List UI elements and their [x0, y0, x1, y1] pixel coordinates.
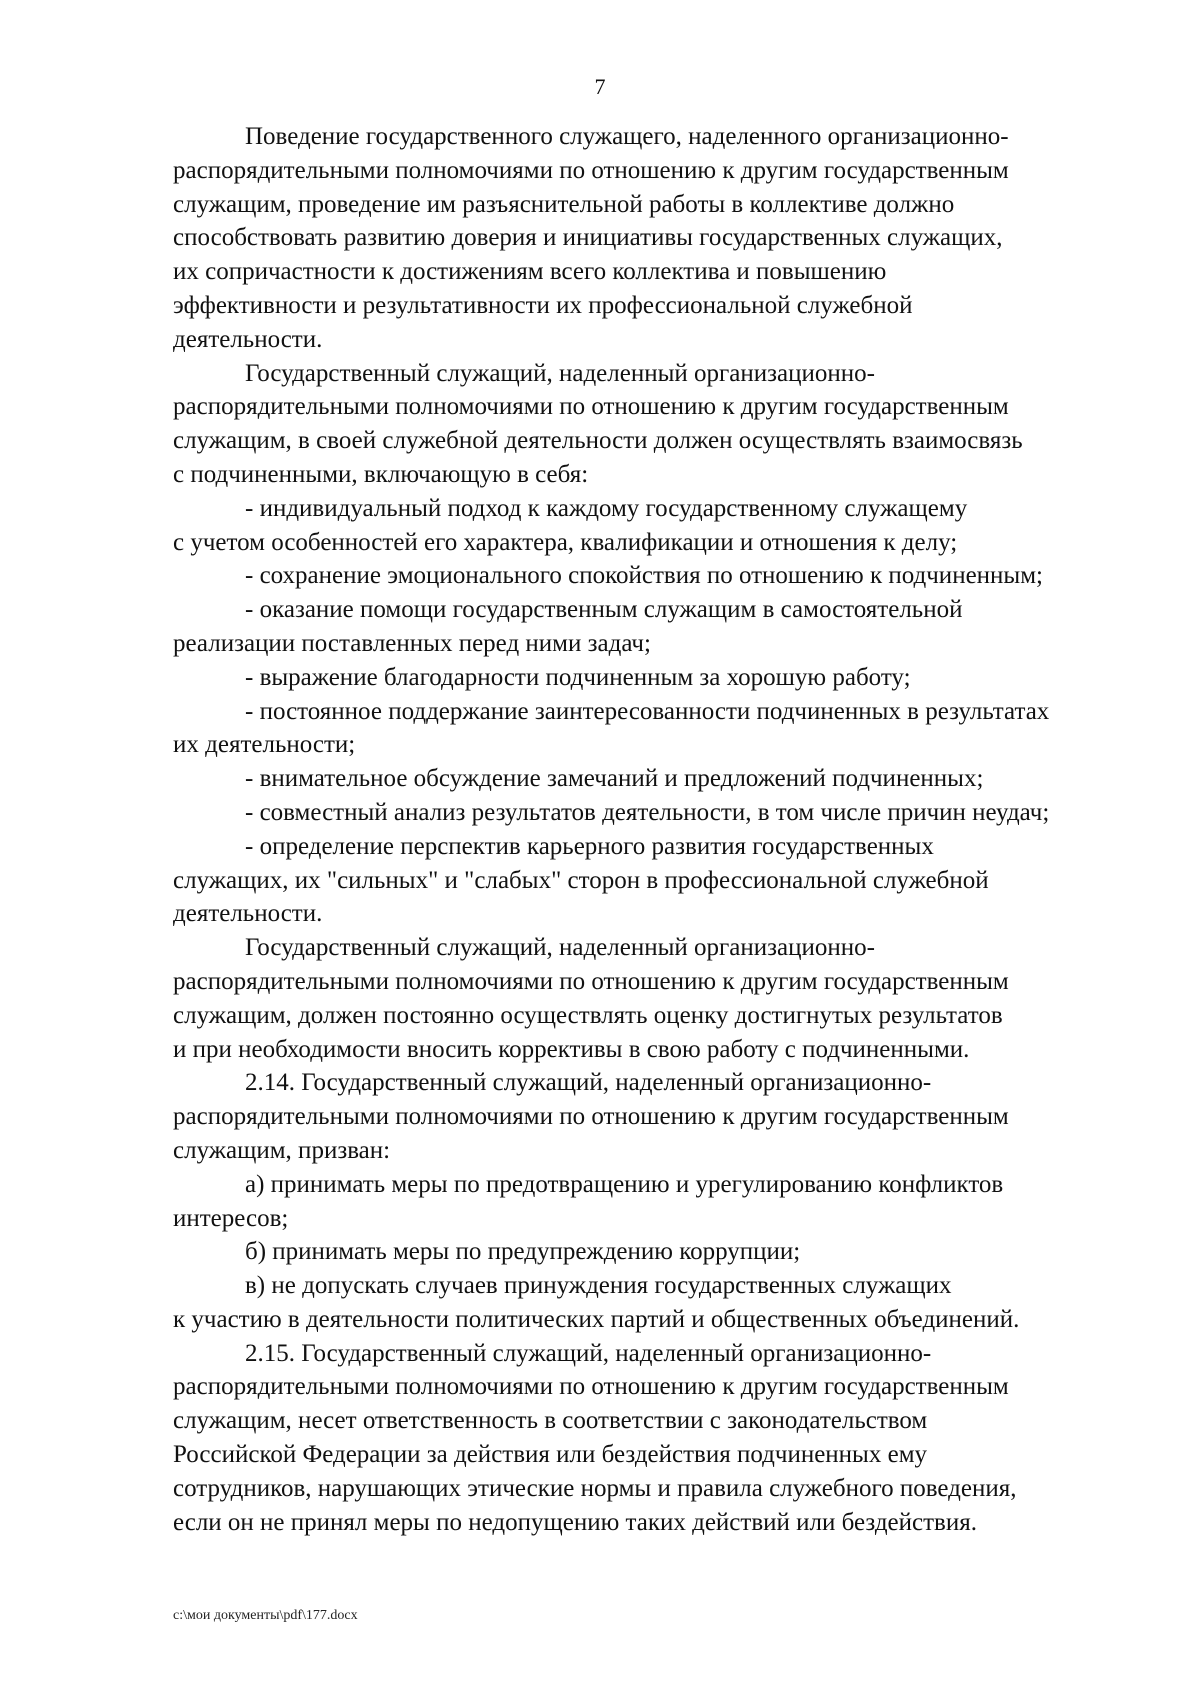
section-2-15: 2.15. Государственный служащий, наделенный организационно- распорядительными полномочиями по отношению к другим государственным служащим, несет ответственность в соответствии с законодательством Российской Федерации за действия или бездействия подчиненных ему сотрудников, нарушающих этические нормы и правила служебного поведения, если он не принял меры по недопущению таких действий или бездействия. — [173, 1339, 1017, 1536]
document-body — [173, 120, 1143, 1539]
list-item: - индивидуальный подход к каждому государственному служащему с учетом особенностей его характера, квалификации и отношения к делу; — [173, 494, 968, 556]
list-item: - оказание помощи государственным служащим в самостоятельной реализации поставленных перед ними задач; — [173, 596, 963, 657]
page-number: 7 — [594, 74, 606, 99]
list-item: - внимательное обсуждение замечаний и предложений подчиненных; — [245, 765, 984, 793]
paragraph: Государственный служащий, наделенный организационно- распорядительными полномочиями по отношению к другим государственным служащим, в своей служебной деятельности должен осуществлять взаимосвязь с подчиненными, включающую в себя: — [173, 359, 1023, 488]
paragraph: Поведение государственного служащего, наделенного организационно- распорядительными полномочиями по отношению к другим государственным служащим, проведение им разъяснительной работы в коллективе должно способствовать развитию доверия и инициативы государственных служащих, их сопричастности к достижениям всего коллектива и повышению эффективности и результативности их профессиональной служебной деятельности. — [173, 123, 1009, 353]
list-item: в) не допускать случаев принуждения государственных служащих к участию в деятельности политических партий и общественных объединений. — [173, 1272, 1020, 1333]
paragraph: Государственный служащий, наделенный организационно- распорядительными полномочиями по отношению к другим государственным служащим, должен постоянно осуществлять оценку достигнутых результатов и при необходимости вносить коррективы в свою работу с подчиненными. — [173, 934, 1009, 1063]
list-item: - постоянное поддержание заинтересованности подчиненных в результатах их деятельности; — [173, 697, 1050, 759]
list-item: - сохранение эмоционального спокойствия по отношению к подчиненным; — [245, 562, 1043, 590]
list-item: - совместный анализ результатов деятельности, в том числе причин неудач; — [245, 798, 1050, 826]
list-item: б) принимать меры по предупреждению коррупции; — [245, 1238, 801, 1266]
list-item: - выражение благодарности подчиненным за хорошую работу; — [245, 663, 911, 691]
footer-file-path: c:\мои документы\pdf\177.docx — [173, 1608, 358, 1623]
section-2-14: 2.14. Государственный служащий, наделенный организационно- распорядительными полномочиями по отношению к другим государственным служащим, призван: — [173, 1069, 1009, 1164]
list-item: а) принимать меры по предотвращению и урегулированию конфликтов интересов; — [173, 1170, 1004, 1232]
list-item: - определение перспектив карьерного развития государственных служащих, их "сильных" и "слабых" сторон в профессиональной служебной деятельности. — [173, 832, 989, 928]
